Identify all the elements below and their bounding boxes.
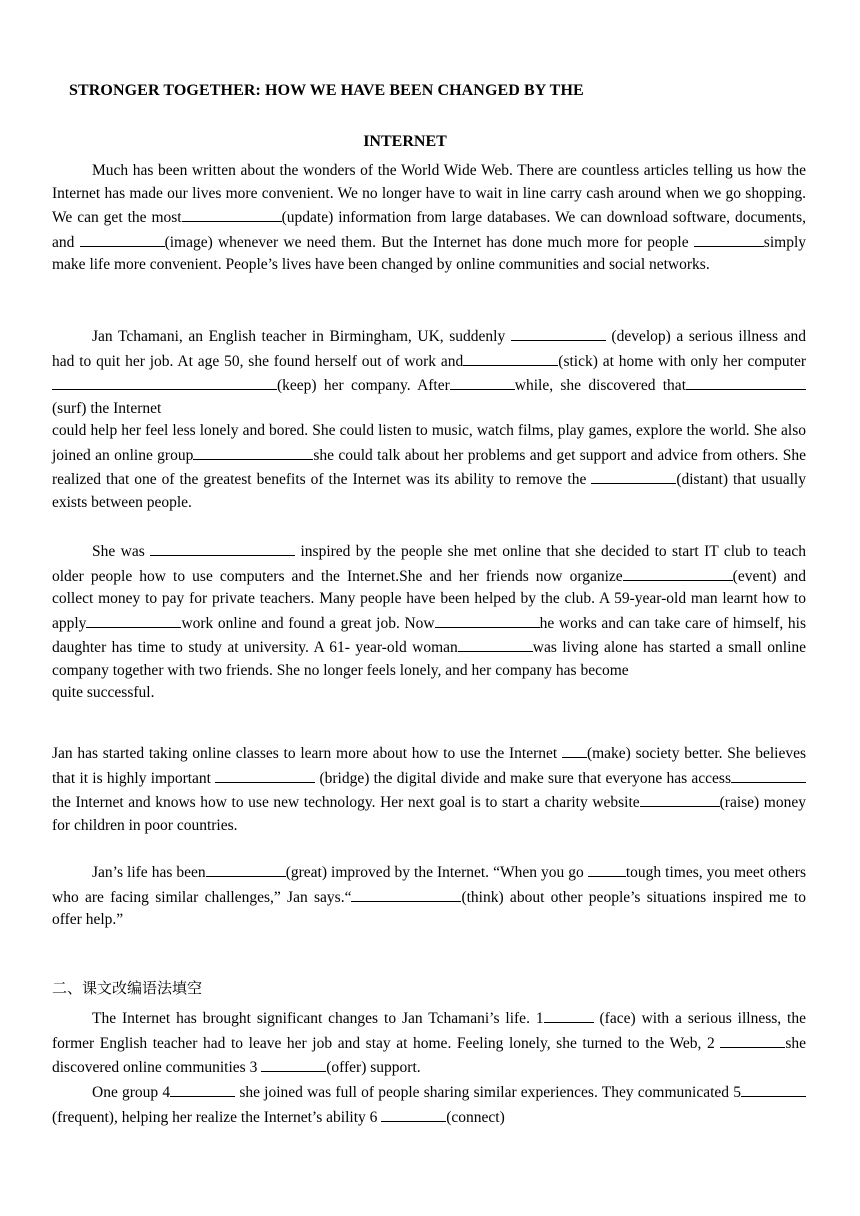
blank-field[interactable]: [435, 611, 540, 628]
blank-field[interactable]: [52, 373, 277, 390]
blank-field[interactable]: [80, 230, 165, 247]
text: that usually exists between people.: [52, 471, 806, 511]
text: and collect money to pay for private teachers. Many people have been helped by the club. A 59-year-old man learnt how to apply: [52, 567, 806, 632]
text: the digital divide and make sure that everyone has access: [369, 769, 731, 787]
text: Jan’s life has been: [92, 864, 206, 881]
text: the Internet and knows how to use new technology. Her next goal is to start a charity website: [52, 794, 640, 811]
hint: (distant): [676, 471, 728, 488]
title-line-2: INTERNET: [363, 133, 447, 150]
blank-field[interactable]: [86, 611, 181, 628]
hint: (make): [586, 745, 631, 762]
hint: (connect): [446, 1108, 505, 1126]
blank-field[interactable]: [351, 885, 461, 902]
blank-field[interactable]: [182, 205, 282, 222]
section-2-paragraph-1: [52, 1006, 806, 1080]
blank-field[interactable]: [150, 539, 295, 556]
hint: (bridge): [319, 769, 370, 787]
blank-field[interactable]: [463, 349, 558, 366]
blank-field[interactable]: [215, 766, 315, 783]
text: Much has been written about the wonders of the World Wide Web. There are countless articles telling us how the Internet has made our lives more convenient. We no longer have to wait in line carry cash around when we go shopping. We can get the most: [52, 162, 806, 226]
text: She was: [92, 543, 151, 560]
hint: (frequent): [52, 1108, 114, 1126]
hint: (offer): [326, 1059, 367, 1076]
blank-field[interactable]: [588, 860, 626, 877]
hint: (image): [164, 233, 213, 251]
text: could help her feel less lonely and bored. She could listen to music, watch films, play games, explore the world. She also joined an online group: [52, 422, 806, 464]
text: information from large databases. We can download software, documents, and: [52, 209, 806, 251]
text: the Internet: [86, 399, 162, 417]
paragraph-4: [52, 539, 806, 705]
blank-field[interactable]: [562, 741, 587, 758]
paragraph-5: [52, 741, 806, 837]
hint: (face): [593, 1010, 636, 1027]
text: , helping her realize the Internet’s ability 6: [113, 1108, 382, 1126]
text: was living alone has started a small online company together with two friends. She no longer feels lonely, and her company has become: [52, 639, 807, 679]
hint: (event): [732, 567, 777, 585]
paragraph-1: [52, 160, 806, 277]
hint: (surf): [52, 399, 87, 417]
text: about other people’s situations inspired me to offer help.”: [52, 888, 806, 928]
blank-field[interactable]: [544, 1006, 594, 1023]
text: society better. She believes that it is highly important: [52, 745, 806, 787]
blank-field[interactable]: [193, 443, 313, 460]
text: with a serious illness, the former English teacher had to leave her job and stay at home. Feeling lonely, she turned to the Web, 2: [52, 1010, 806, 1052]
blank-field[interactable]: [261, 1055, 326, 1072]
hint: (develop): [611, 328, 671, 345]
text: money for children in poor countries.: [52, 794, 806, 834]
paragraph-3: [52, 420, 806, 514]
text: The Internet has brought significant changes to Jan Tchamani’s life. 1: [92, 1010, 544, 1027]
text: she could talk about her problems and get support and advice from others. She realized that one of the greatest benefits of the Internet was its ability to remove the: [52, 446, 806, 488]
text: he works and can take care of himself, his daughter has time to study at university. A 61- year-old woman: [52, 614, 806, 656]
blank-field[interactable]: [686, 373, 806, 390]
blank-field[interactable]: [720, 1031, 785, 1048]
paragraph-6: [52, 860, 806, 932]
text: at home with only her computer: [597, 352, 806, 370]
title-line-1: STRONGER TOGETHER: HOW WE HAVE BEEN CHANGED BY THE: [69, 82, 584, 99]
blank-field[interactable]: [511, 324, 606, 341]
text: whenever we need them. But the Internet has done much more for people: [212, 233, 694, 251]
text: her company. After: [316, 377, 450, 394]
blank-field[interactable]: [170, 1080, 235, 1097]
text: work online and found a great job. Now: [181, 614, 435, 632]
text: she joined was full of people sharing similar experiences. They communicated 5: [235, 1084, 741, 1101]
text: she discovered online communities 3: [52, 1034, 806, 1076]
paragraph-2: [52, 324, 806, 420]
text: Jan has started taking online classes to learn more about how to use the Internet: [52, 745, 562, 762]
hint: (think): [461, 888, 504, 906]
section-2-paragraph-2: [52, 1080, 806, 1129]
blank-field[interactable]: [458, 635, 533, 652]
text: improved by the Internet. “When you go: [327, 864, 588, 881]
hint: (raise): [719, 794, 760, 811]
blank-field[interactable]: [741, 1080, 806, 1097]
blank-field[interactable]: [623, 564, 733, 581]
text: Jan Tchamani, an English teacher in Birmingham, UK, suddenly: [92, 328, 511, 345]
hint: (keep): [277, 377, 317, 394]
blank-field[interactable]: [450, 373, 515, 390]
blank-field[interactable]: [591, 467, 676, 484]
blank-field[interactable]: [640, 790, 720, 807]
hint: (stick): [558, 352, 598, 370]
text: inspired by the people she met online that she decided to start IT club to teach older people how to use computers and the Internet.She and her friends now organize: [52, 543, 807, 585]
section-2-heading: 二、课文改编语法填空: [52, 979, 203, 997]
text: support.: [366, 1059, 421, 1076]
text: tough times, you meet others who are facing similar challenges,” Jan says.“: [52, 864, 806, 906]
blank-field[interactable]: [206, 860, 286, 877]
hint: (update): [281, 209, 334, 226]
blank-field[interactable]: [381, 1105, 446, 1122]
text: quite successful.: [52, 684, 155, 701]
text: simply make life more convenient. People’s lives have been changed by online communities and social networks.: [52, 233, 806, 273]
text: a serious illness and had to quit her job. At age 50, she found herself out of work and: [52, 328, 807, 370]
blank-field[interactable]: [694, 230, 764, 247]
hint: (great): [285, 864, 327, 881]
text: One group 4: [92, 1084, 171, 1101]
blank-field[interactable]: [731, 766, 806, 783]
text: while, she discovered that: [514, 377, 686, 394]
